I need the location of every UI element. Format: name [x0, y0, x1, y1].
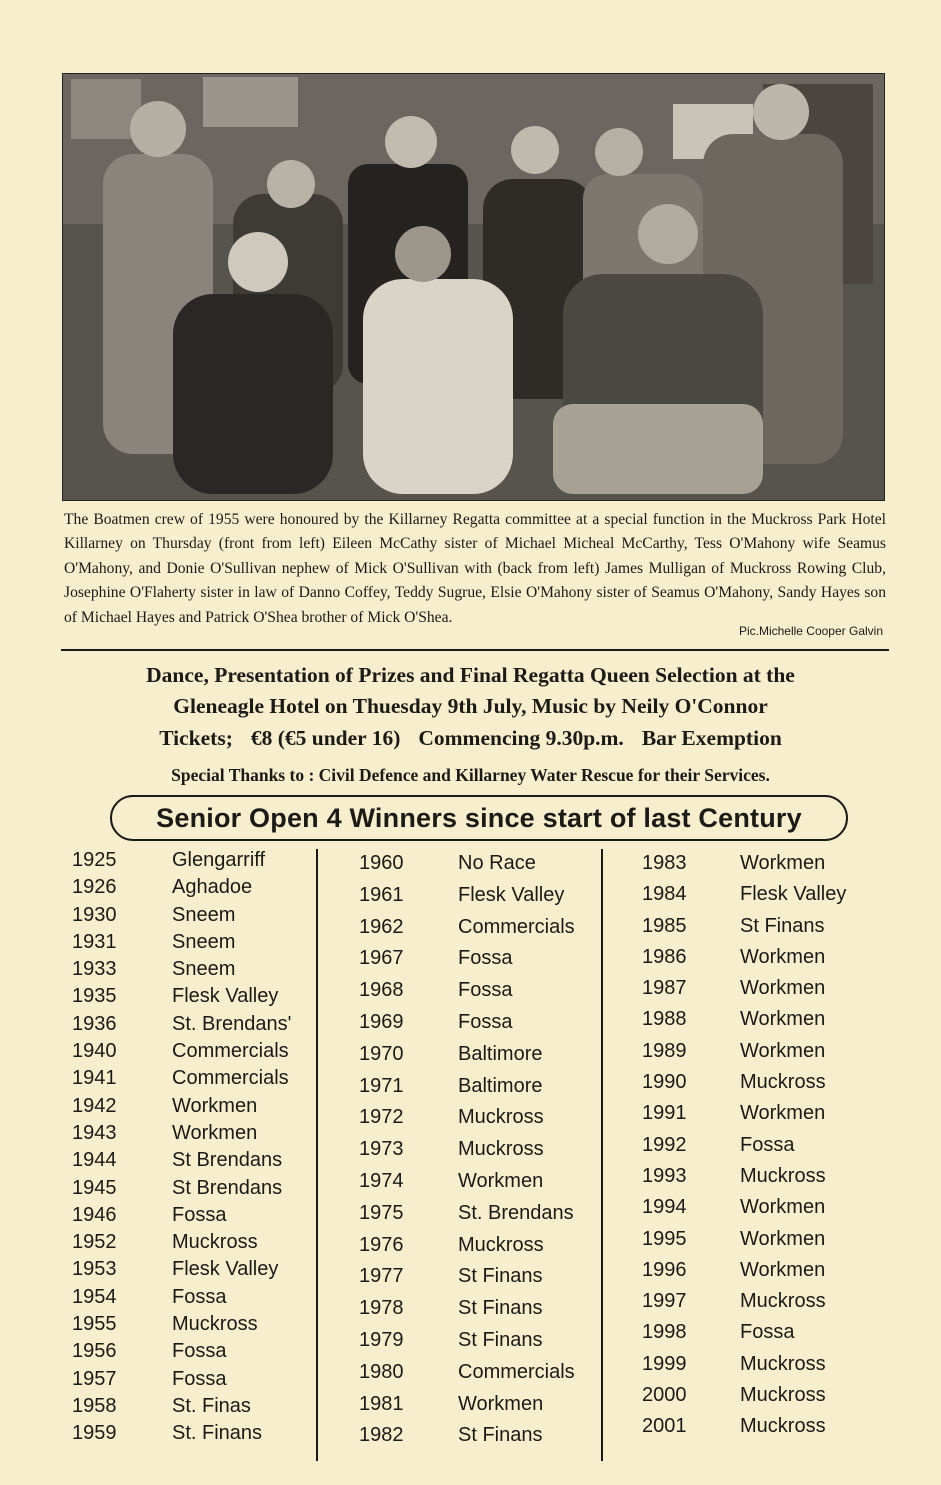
- winner-year: 1981: [359, 1392, 404, 1415]
- winner-club: Flesk Valley: [458, 883, 565, 906]
- bar-exemption: Bar Exemption: [641, 726, 782, 750]
- winner-club: Workmen: [740, 852, 826, 874]
- winner-year: 1998: [642, 1321, 687, 1344]
- winner-year: 1985: [642, 914, 687, 937]
- winner-club: Fossa: [172, 1285, 227, 1308]
- winner-year: 1999: [642, 1352, 687, 1375]
- winner-club: Baltimore: [458, 1074, 543, 1097]
- winner-year: 1945: [72, 1176, 117, 1199]
- winner-club: Workmen: [740, 945, 826, 968]
- winner-club: Flesk Valley: [740, 883, 847, 906]
- winner-year: 1971: [359, 1074, 404, 1097]
- winner-club: St. Brendans: [458, 1201, 574, 1224]
- winner-club: Sneem: [172, 958, 236, 981]
- winner-club: St. Brendans': [172, 1012, 292, 1035]
- photo-caption: [64, 508, 886, 630]
- winners-heading: Senior Open 4 Winners since start of last Century: [110, 795, 848, 841]
- winner-year: 1925: [72, 849, 117, 871]
- winner-year: 1954: [72, 1285, 117, 1308]
- winner-year: 1944: [72, 1149, 117, 1172]
- group-photo-illustration: [63, 74, 884, 500]
- winner-year: 1936: [72, 1012, 117, 1035]
- event-line-1: Dance, Presentation of Prizes and Final Regatta Queen Selection at the: [146, 663, 795, 687]
- event-line-2: Gleneagle Hotel on Thuesday 9th July, Music by Neily O'Connor: [173, 694, 768, 718]
- winner-year: 1988: [642, 1008, 687, 1031]
- winner-club: Workmen: [740, 1008, 826, 1031]
- special-thanks: Special Thanks to : Civil Defence and Killarney Water Rescue for their Services.: [171, 765, 770, 785]
- winner-year: 1983: [642, 852, 687, 874]
- winner-club: Workmen: [740, 1102, 826, 1125]
- winner-club: Workmen: [172, 1094, 258, 1117]
- winner-club: Workmen: [740, 1196, 826, 1219]
- winner-club: Muckross: [458, 1138, 544, 1161]
- divider: [61, 649, 889, 651]
- winner-club: St. Finas: [172, 1394, 251, 1417]
- winner-club: Muckross: [740, 1071, 826, 1094]
- winner-club: No Race: [458, 852, 536, 874]
- winner-club: St Brendans: [172, 1176, 283, 1199]
- winner-year: 2000: [642, 1384, 687, 1407]
- winner-year: 1943: [72, 1121, 117, 1144]
- column-divider: [316, 849, 318, 1461]
- winner-year: 1995: [642, 1227, 687, 1250]
- winner-club: Fossa: [740, 1321, 795, 1344]
- winner-year: 1987: [642, 977, 687, 1000]
- winner-club: Workmen: [740, 977, 826, 1000]
- winner-year: 1997: [642, 1290, 687, 1313]
- winner-year: 1968: [359, 979, 404, 1002]
- photo-credit: Pic.Michelle Cooper Galvin: [738, 624, 883, 638]
- winner-year: 1931: [72, 930, 117, 953]
- winner-club: Fossa: [458, 947, 513, 970]
- ticket-info: [40, 722, 901, 754]
- winner-club: Fossa: [458, 1010, 513, 1033]
- winner-club: St Finans: [458, 1424, 543, 1447]
- winner-year: 1953: [72, 1258, 117, 1281]
- winner-club: Fossa: [740, 1133, 795, 1156]
- winner-year: 1993: [642, 1164, 687, 1187]
- winner-club: Muckross: [740, 1164, 826, 1187]
- winner-club: Muckross: [458, 1233, 544, 1256]
- winner-club: Sneem: [172, 930, 236, 953]
- winner-year: 1935: [72, 985, 117, 1008]
- winner-club: St Finans: [458, 1328, 543, 1351]
- winner-club: Workmen: [458, 1392, 544, 1415]
- caption-text: The Boatmen crew of 1955 were honoured by the Killarney Regatta committee at a special function in the Muckross Park Hotel Killarney on Thursday (front from left) Eileen McCathy sister of Michael Micheal McCarthy, Tess O'Mahony wife Seamus O'Mahony, and Donie O'Sullivan nephew of Mick O'Sullivan with (back from left) James Mulligan of Muckross Rowing Club, Josephine O'Flaherty sister in law of Danno Coffey, Teddy Sugrue, Elsie O'Mahony sister of Seamus O'Mahony, Sandy Hayes son of Michael Hayes and Patrick O'Shea brother of Mick O'Shea.: [64, 511, 886, 626]
- winner-club: Fossa: [172, 1340, 227, 1363]
- ticket-price: €8 (€5 under 16): [250, 726, 401, 750]
- winner-club: St Finans: [458, 1265, 543, 1288]
- winner-club: Muckross: [458, 1106, 544, 1129]
- group-photo: [62, 73, 885, 501]
- winner-year: 1958: [72, 1394, 117, 1417]
- winner-year: 1957: [72, 1367, 117, 1390]
- winner-year: 1984: [642, 883, 687, 906]
- winner-club: Workmen: [740, 1039, 826, 1062]
- winner-year: 1979: [359, 1328, 404, 1351]
- winner-year: 1930: [72, 903, 117, 926]
- winner-year: 1942: [72, 1094, 117, 1117]
- winner-club: Sneem: [172, 903, 236, 926]
- winner-club: Commercials: [172, 1067, 289, 1090]
- winner-club: Muckross: [740, 1352, 826, 1375]
- winner-year: 1986: [642, 945, 687, 968]
- winner-club: Commercials: [458, 1360, 575, 1383]
- winner-club: Fossa: [458, 979, 513, 1002]
- winner-year: 1962: [359, 915, 404, 938]
- tickets-label: Tickets;: [159, 726, 233, 750]
- winner-year: 1940: [72, 1040, 117, 1063]
- winner-year: 1972: [359, 1106, 404, 1129]
- winner-year: 1956: [72, 1340, 117, 1363]
- event-notice: [40, 660, 901, 788]
- winner-club: Workmen: [458, 1169, 544, 1192]
- winner-year: 1994: [642, 1196, 687, 1219]
- winner-year: 1941: [72, 1067, 117, 1090]
- winner-club: Baltimore: [458, 1042, 543, 1065]
- winner-year: 1960: [359, 852, 404, 874]
- winner-year: 1955: [72, 1313, 117, 1336]
- winner-club: St Finans: [740, 914, 825, 937]
- winner-club: Commercials: [458, 915, 575, 938]
- winner-year: 1952: [72, 1231, 117, 1254]
- winner-year: 1974: [359, 1169, 404, 1192]
- winner-year: 1959: [72, 1422, 117, 1445]
- winner-year: 1976: [359, 1233, 404, 1256]
- winner-club: Muckross: [172, 1231, 258, 1254]
- winner-club: Muckross: [172, 1313, 258, 1336]
- winner-year: 1990: [642, 1071, 687, 1094]
- winner-year: 1991: [642, 1102, 687, 1125]
- winner-year: 1946: [72, 1203, 117, 1226]
- winner-year: 1992: [642, 1133, 687, 1156]
- winner-club: Muckross: [740, 1290, 826, 1313]
- winner-year: 1933: [72, 958, 117, 981]
- winner-year: 1967: [359, 947, 404, 970]
- winner-year: 1996: [642, 1258, 687, 1281]
- winner-year: 2001: [642, 1415, 687, 1438]
- winner-club: Commercials: [172, 1040, 289, 1063]
- winner-club: Fossa: [172, 1203, 227, 1226]
- winner-club: St. Finans: [172, 1422, 263, 1445]
- winner-year: 1973: [359, 1138, 404, 1161]
- winner-club: Muckross: [740, 1415, 826, 1438]
- winner-club: Flesk Valley: [172, 985, 279, 1008]
- winner-year: 1926: [72, 876, 117, 899]
- winner-year: 1978: [359, 1297, 404, 1320]
- winner-year: 1982: [359, 1424, 404, 1447]
- winner-club: Aghadoe: [172, 876, 253, 899]
- winner-year: 1989: [642, 1039, 687, 1062]
- start-time: Commencing 9.30p.m.: [418, 726, 624, 750]
- winner-club: Flesk Valley: [172, 1258, 279, 1281]
- winner-year: 1980: [359, 1360, 404, 1383]
- winner-club: Workmen: [172, 1121, 258, 1144]
- winner-club: Workmen: [740, 1258, 826, 1281]
- winner-year: 1969: [359, 1010, 404, 1033]
- winner-club: Fossa: [172, 1367, 227, 1390]
- column-divider: [601, 849, 603, 1461]
- winner-club: Muckross: [740, 1384, 826, 1407]
- winner-year: 1977: [359, 1265, 404, 1288]
- winner-year: 1970: [359, 1042, 404, 1065]
- winner-club: St Brendans: [172, 1149, 283, 1172]
- winner-club: Glengarriff: [172, 849, 266, 871]
- winner-club: Workmen: [740, 1227, 826, 1250]
- winner-year: 1961: [359, 883, 404, 906]
- winner-club: St Finans: [458, 1297, 543, 1320]
- winner-year: 1975: [359, 1201, 404, 1224]
